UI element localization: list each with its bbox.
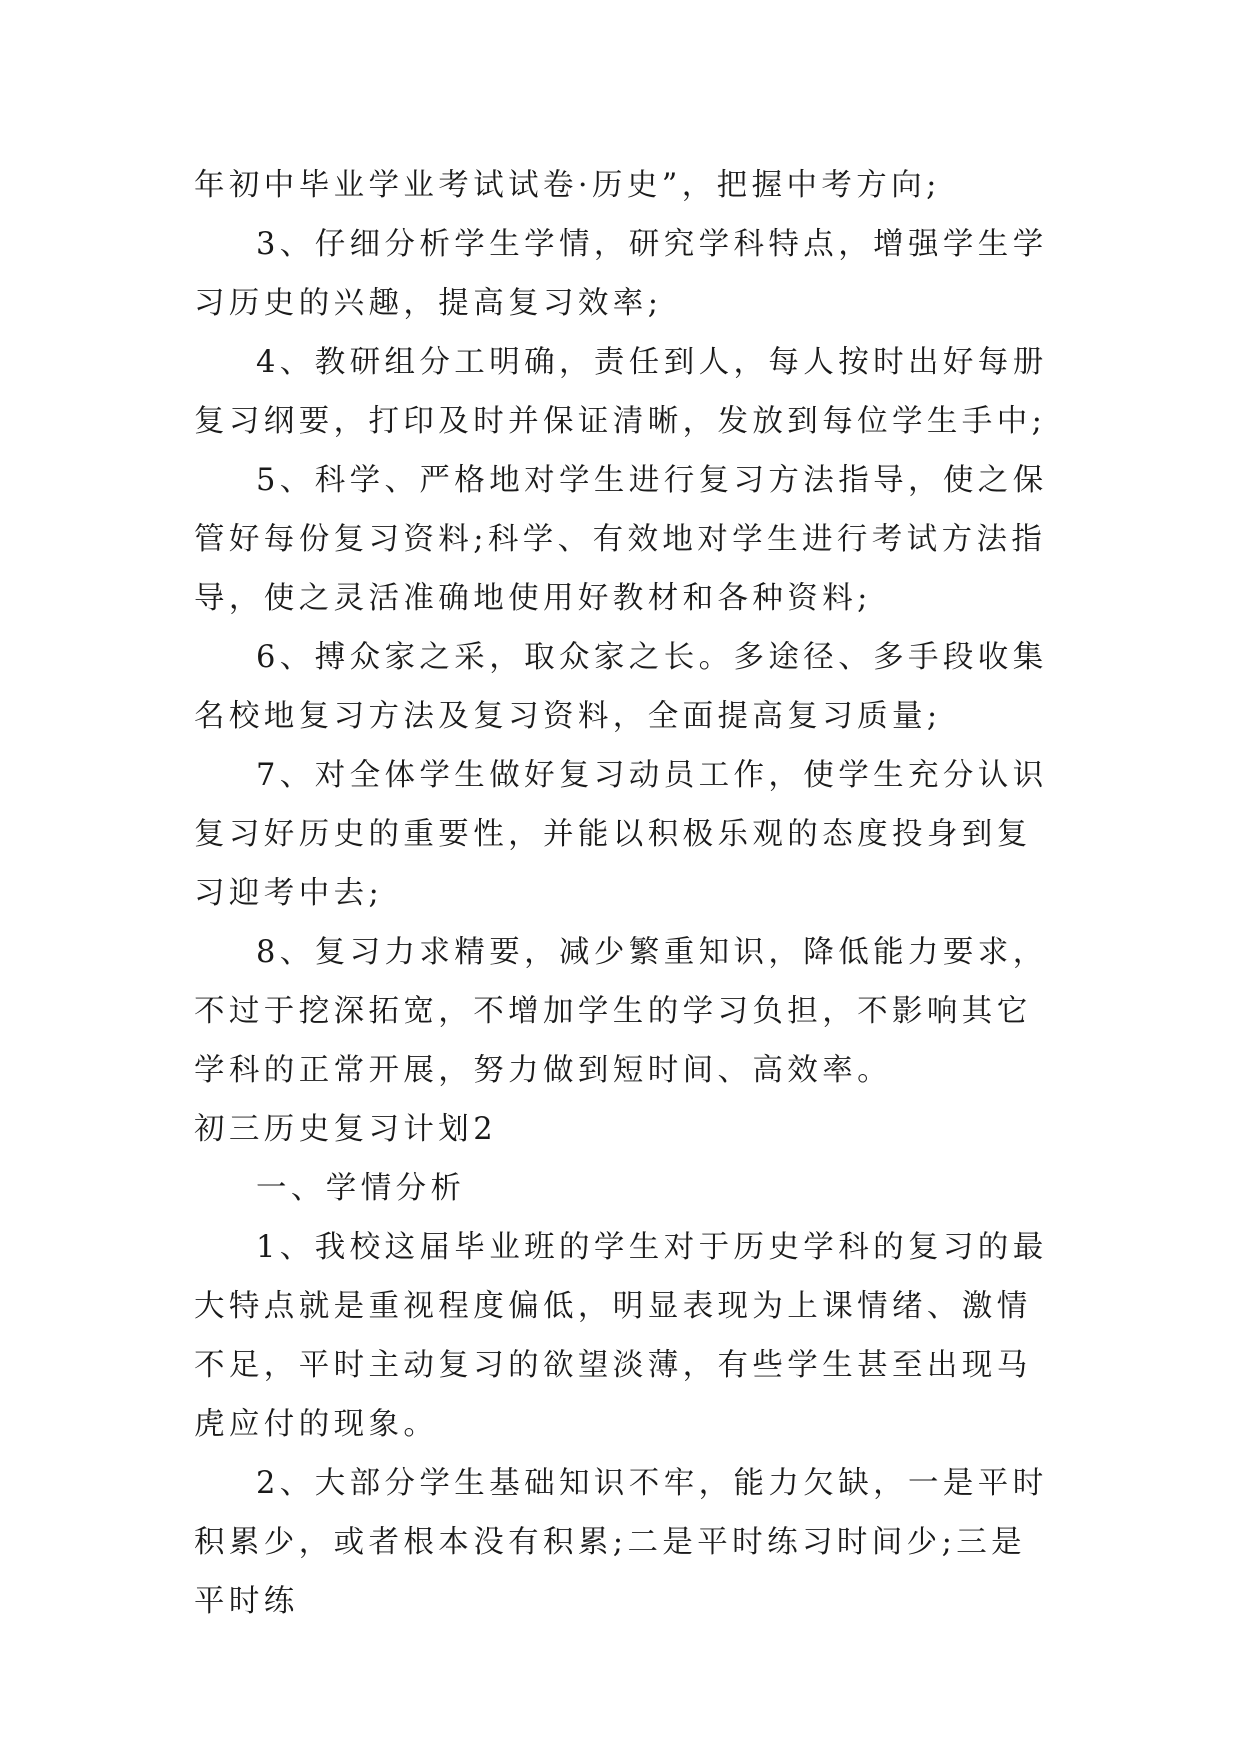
- paragraph-item-3: 3、仔细分析学生学情，研究学科特点，增强学生学习历史的兴趣，提高复习效率;: [194, 227, 1048, 321]
- paragraph-item-8: 8、复习力求精要，减少繁重知识，降低能力要求，不过于挖深拓宽，不增加学生的学习负担，不影响其它学科的正常开展，努力做到短时间、高效率。: [194, 935, 1048, 1088]
- analysis-paragraph-1: 1、我校这届毕业班的学生对于历史学科的复习的最大特点就是重视程度偏低，明显表现为上课情绪、激情不足，平时主动复习的欲望淡薄，有些学生甚至出现马虎应付的现象。: [194, 1230, 1048, 1442]
- paragraph-item-5: 5、科学、严格地对学生进行复习方法指导，使之保管好每份复习资料;科学、有效地对学生进行考试方法指导，使之灵活准确地使用好教材和各种资料;: [194, 463, 1048, 616]
- analysis-paragraph-2: 2、大部分学生基础知识不牢，能力欠缺，一是平时积累少，或者根本没有积累;二是平时练习时间少;三是平时练: [194, 1466, 1048, 1619]
- document-body: [194, 156, 1054, 1631]
- paragraph-item-4: 4、教研组分工明确，责任到人，每人按时出好每册复习纲要，打印及时并保证清晰，发放到每位学生手中;: [194, 345, 1048, 439]
- paragraph-item-7: 7、对全体学生做好复习动员工作，使学生充分认识复习好历史的重要性，并能以积极乐观的态度投身到复习迎考中去;: [194, 758, 1048, 911]
- paragraph-continuation: 年初中毕业学业考试试卷·历史”，把握中考方向;: [194, 168, 941, 203]
- section-title: 初三历史复习计划2: [194, 1112, 498, 1147]
- paragraph-item-6: 6、搏众家之采，取众家之长。多途径、多手段收集名校地复习方法及复习资料，全面提高复习质量;: [194, 640, 1048, 734]
- subsection-title: 一、学情分析: [256, 1171, 466, 1206]
